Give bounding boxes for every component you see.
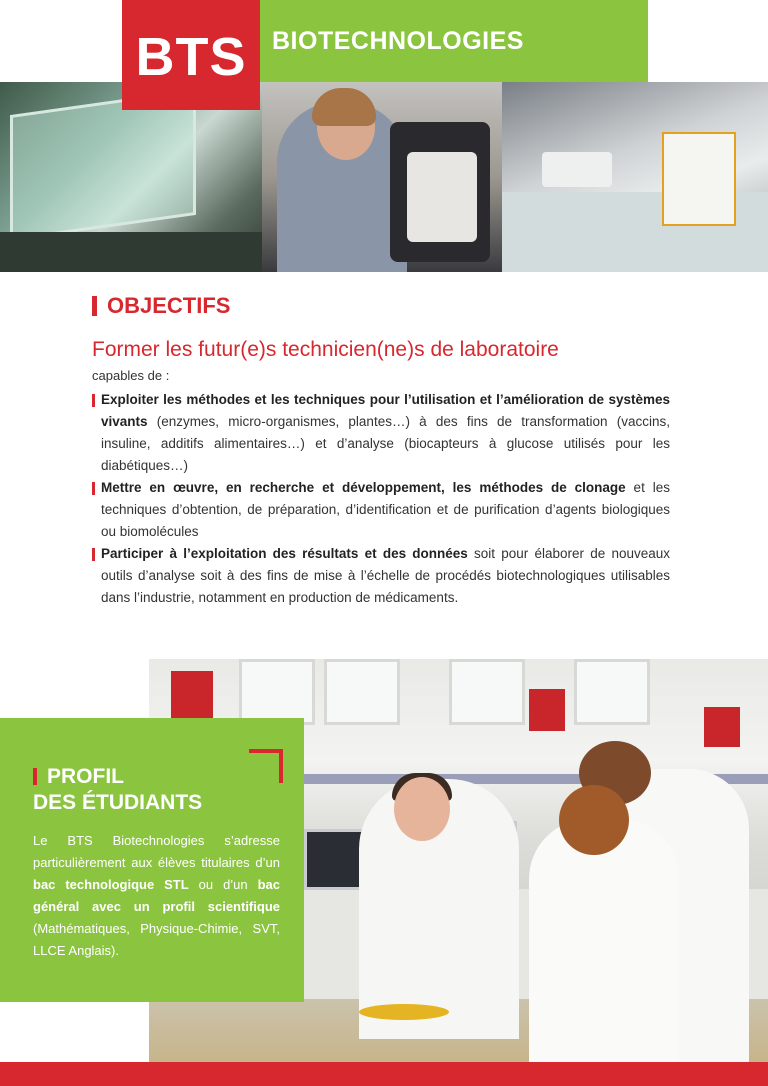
stool <box>359 1004 449 1020</box>
window <box>574 659 650 725</box>
profil-text-part: (Mathématiques, Physique-Chimie, SVT, LLCE Anglais). <box>33 921 280 958</box>
red-bag <box>529 689 565 731</box>
objectifs-heading <box>92 293 230 319</box>
profil-text-part: ou d’un <box>188 877 258 892</box>
objectifs-intro: capables de : <box>92 368 170 383</box>
bottom-bar <box>0 1062 768 1086</box>
title-banner <box>260 0 648 82</box>
bullet-marker <box>92 548 95 561</box>
microscope-photo <box>262 82 502 272</box>
list-item-text: soit pour élaborer de nouveaux outils d’analyse soit à des fins de mise à l’échelle de procédés biotechnologiques utilisables dans l’industrie, notamment en production de médicaments. <box>101 546 670 605</box>
student-head <box>394 777 450 841</box>
profil-text-part: Le BTS Biotechnologies s’adresse particulièrement aux élèves titulaires d’un <box>33 833 280 870</box>
profil-title-line2: DES ÉTUDIANTS <box>33 791 203 814</box>
list-item <box>92 477 670 543</box>
bullet-marker <box>92 394 95 407</box>
photo-strip <box>0 82 768 272</box>
lab-device-small <box>542 152 612 187</box>
profil-heading <box>33 764 202 816</box>
list-item <box>92 543 670 609</box>
heading-marker <box>33 768 37 785</box>
objectifs-list <box>92 389 670 609</box>
technician-hair <box>312 88 376 126</box>
list-item <box>92 389 670 477</box>
list-item-text: et les techniques d’obtention, de préparation, d’identification et de purification d’agents biologiques ou biomolécules <box>101 480 670 539</box>
profil-text-bold: bac général avec un profil scientifique <box>33 877 281 914</box>
bullet-marker <box>92 482 95 495</box>
list-item-bold: Participer à l’exploitation des résultats et des données <box>101 546 468 561</box>
lab-hood-photo <box>0 82 262 272</box>
window <box>239 659 315 725</box>
window <box>324 659 400 725</box>
lab-bench-photo <box>502 82 768 272</box>
corner-accent <box>249 749 283 783</box>
student <box>529 819 679 1062</box>
hood-glass <box>10 89 196 241</box>
microscope-body <box>407 152 477 242</box>
list-item-bold: Exploiter les méthodes et les techniques pour l’utilisation et l’amélioration de systèmes vivants <box>101 392 670 429</box>
profil-title-line1: PROFIL <box>47 765 124 788</box>
profil-box <box>0 718 304 1002</box>
red-bag <box>171 671 213 719</box>
bts-label: BTS <box>135 27 247 87</box>
page-title: BIOTECHNOLOGIES <box>272 26 524 55</box>
lab-device <box>662 132 736 226</box>
window <box>449 659 525 725</box>
bts-badge <box>122 0 260 110</box>
list-item-bold: Mettre en œuvre, en recherche et développement, les méthodes de clonage <box>101 480 626 495</box>
objectifs-subtitle: Former les futur(e)s technicien(ne)s de laboratoire <box>92 338 559 361</box>
profil-text-bold: bac technologique STL <box>33 877 189 892</box>
profil-text <box>33 830 280 962</box>
heading-marker <box>92 296 97 316</box>
red-bag <box>704 707 740 747</box>
hood-base <box>0 232 262 272</box>
list-item-text: (enzymes, micro-organismes, plantes…) à des fins de transformation (vaccins, insuline, additifs alimentaires…) et d’analyse (biocapteurs à glucose utilisés pour les diabétiques…) <box>101 414 670 473</box>
student-hair <box>559 785 629 855</box>
objectifs-title: OBJECTIFS <box>107 293 231 318</box>
